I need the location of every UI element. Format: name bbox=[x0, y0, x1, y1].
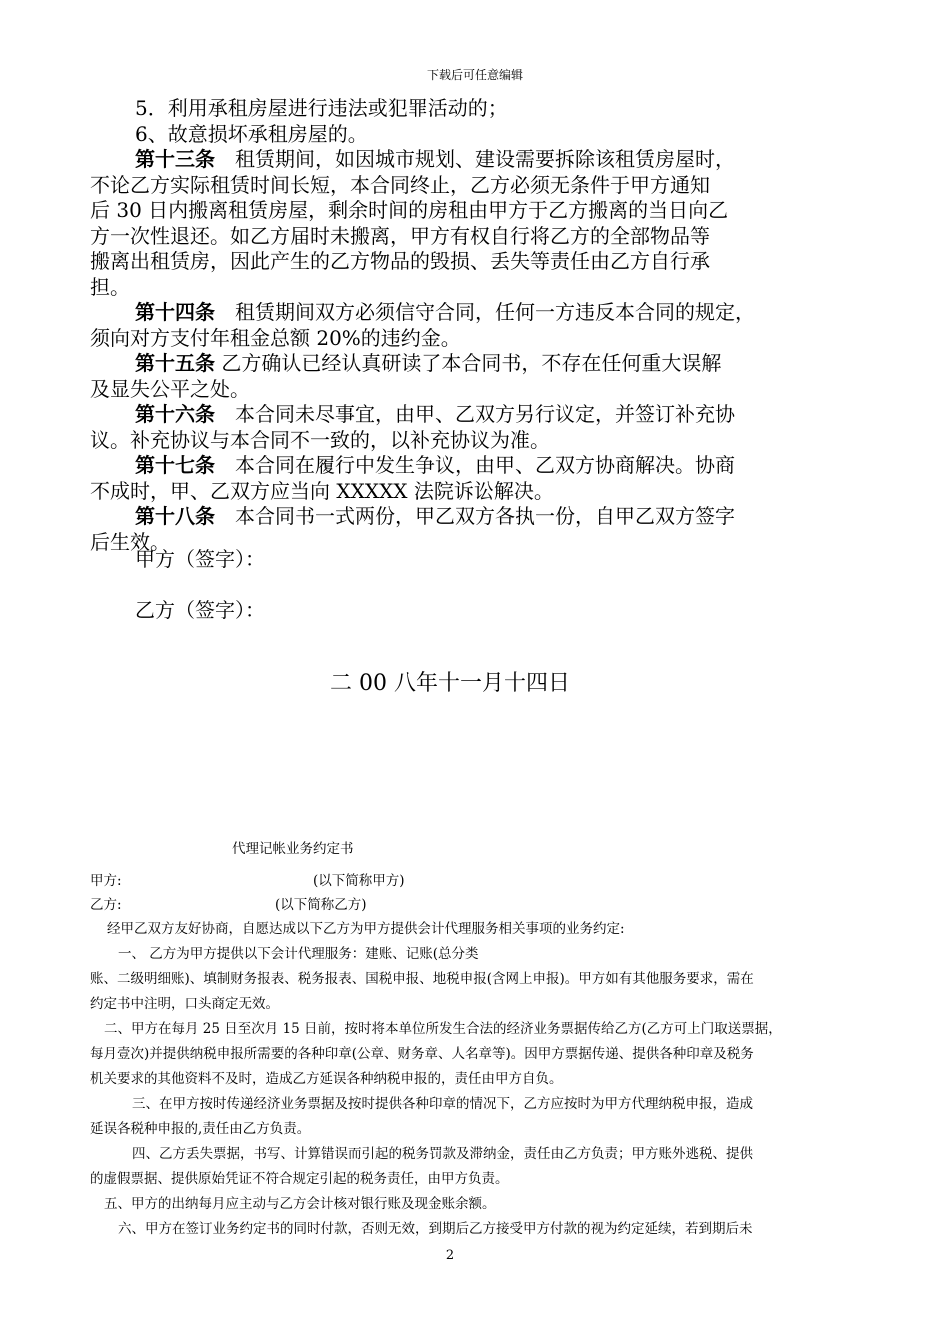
article-18-text: 后生效。 bbox=[90, 529, 170, 554]
article-15-title: 第十五条 bbox=[135, 351, 215, 375]
article-14-line: 第十四条 租赁期间双方必须信守合同，任何一方违反本合同的规定， bbox=[135, 300, 755, 324]
item-2-line-2: 每月壹次)并提供纳税申报所需要的各种印章(公章、财务章、人名章等)。因甲方票据传递、提供各种印章及税务 bbox=[90, 1046, 754, 1062]
article-16-line: 第十六条 本合同未尽事宜，由甲、乙双方另行议定，并签订补充协 bbox=[135, 402, 735, 426]
article-16-text: 议。补充协议与本合同不一致的，以补充协议为准。 bbox=[90, 427, 550, 452]
party-a-label: 甲方: bbox=[90, 873, 122, 889]
item-4-line-2: 的虚假票据、提供原始凭证不符合规定引起的税务责任，由甲方负责。 bbox=[90, 1171, 509, 1187]
item-3-line-1: 三、在甲方按时传递经济业务票据及按时提供各种印章的情况下，乙方应按时为甲方代理纳税申报，造成 bbox=[132, 1096, 753, 1112]
article-13-title: 第十三条 bbox=[135, 147, 215, 171]
item-1-line-2: 账、二级明细账)、填制财务报表、税务报表、国税申报、地税申报(含网上申报)。甲方如有其他服务要求，需在 bbox=[90, 971, 754, 987]
item-2-line-1: 二、甲方在每月 25 日至次月 15 日前，按时将本单位所发生合法的经济业务票据传给乙方(乙方可上门取送票据， bbox=[104, 1021, 782, 1037]
item-1-line-3: 约定书中注明，口头商定无效。 bbox=[90, 996, 279, 1012]
article-17-line: 第十七条 本合同在履行中发生争议，由甲、乙双方协商解决。协商 bbox=[135, 453, 735, 477]
item-3-line-2: 延误各税种申报的,责任由乙方负责。 bbox=[90, 1121, 311, 1137]
article-13-text: 担。 bbox=[90, 274, 130, 299]
party-a-note: (以下简称甲方) bbox=[313, 873, 405, 889]
article-18-title: 第十八条 bbox=[135, 504, 215, 528]
party-a-signature: 甲方（签字）： bbox=[135, 547, 265, 571]
article-13-text: 方一次性退还。如乙方届时未搬离，甲方有权自行将乙方的全部物品等 bbox=[90, 223, 710, 248]
article-18-line: 第十八条 本合同书一式两份，甲乙双方各执一份，自甲乙双方签字 bbox=[135, 504, 735, 528]
article-13-text: 后 30 日内搬离租赁房屋，剩余时间的房租由甲方于乙方搬离的当日向乙 bbox=[90, 198, 729, 222]
party-b-signature: 乙方（签字）： bbox=[135, 598, 265, 622]
item-1-line-1: 一、 乙方为甲方提供以下会计代理服务：建账、记账(总分类 bbox=[118, 946, 479, 962]
article-13-text: 不论乙方实际租赁时间长短，本合同终止，乙方必须无条件于甲方通知 bbox=[90, 172, 710, 197]
article-14-title: 第十四条 bbox=[135, 300, 215, 324]
item-4-line-1: 四、乙方丢失票据，书写、计算错误而引起的税务罚款及滞纳金，责任由乙方负责；甲方账外逃税、提供 bbox=[132, 1146, 753, 1162]
bookkeeping-agreement-title: 代理记帐业务约定书 bbox=[232, 841, 354, 857]
article-17-title: 第十七条 bbox=[135, 453, 215, 477]
party-b-note: (以下简称乙方) bbox=[275, 897, 367, 913]
item-5-line-1: 五、甲方的出纳每月应主动与乙方会计核对银行账及现金账余额。 bbox=[104, 1196, 496, 1212]
contract-date: 二 00 八年十一月十四日 bbox=[330, 671, 570, 696]
clause-item-6: 6、故意损坏承租房屋的。 bbox=[135, 121, 368, 146]
clause-item-5: 5．利用承租房屋进行违法或犯罪活动的； bbox=[135, 96, 508, 120]
article-13-text: 搬离出租赁房，因此产生的乙方物品的毁损、丢失等责任由乙方自行承 bbox=[90, 249, 710, 273]
party-b-label: 乙方: bbox=[90, 897, 122, 913]
item-2-line-3: 机关要求的其他资料不及时，造成乙方延误各种纳税申报的，责任由甲方自负。 bbox=[90, 1071, 563, 1087]
article-17-text: 不成时，甲、乙双方应当向 XXXXX 法院诉讼解决。 bbox=[90, 478, 554, 503]
article-13-line: 第十三条 租赁期间，如因城市规划、建设需要拆除该租赁房屋时， bbox=[135, 147, 735, 171]
article-15-text: 及显失公平之处。 bbox=[90, 376, 250, 401]
agreement-intro: 经甲乙双方友好协商，自愿达成以下乙方为甲方提供会计代理服务相关事项的业务约定: bbox=[107, 921, 625, 937]
lease-clauses bbox=[90, 96, 830, 555]
item-6-line-1: 六、甲方在签订业务约定书的同时付款，否则无效，到期后乙方接受甲方付款的视为约定延续，若到期后未 bbox=[118, 1221, 753, 1237]
page-header: 下载后可任意编辑 bbox=[426, 68, 523, 82]
party-b-line bbox=[90, 893, 367, 913]
page-number: 2 bbox=[445, 1248, 455, 1263]
party-a-line bbox=[90, 869, 405, 889]
article-14-text: 须向对方支付年租金总额 20%的违约金。 bbox=[90, 325, 461, 350]
article-16-title: 第十六条 bbox=[135, 402, 215, 426]
article-15-line: 第十五条 乙方确认已经认真研读了本合同书，不存在任何重大误解 bbox=[135, 351, 722, 375]
